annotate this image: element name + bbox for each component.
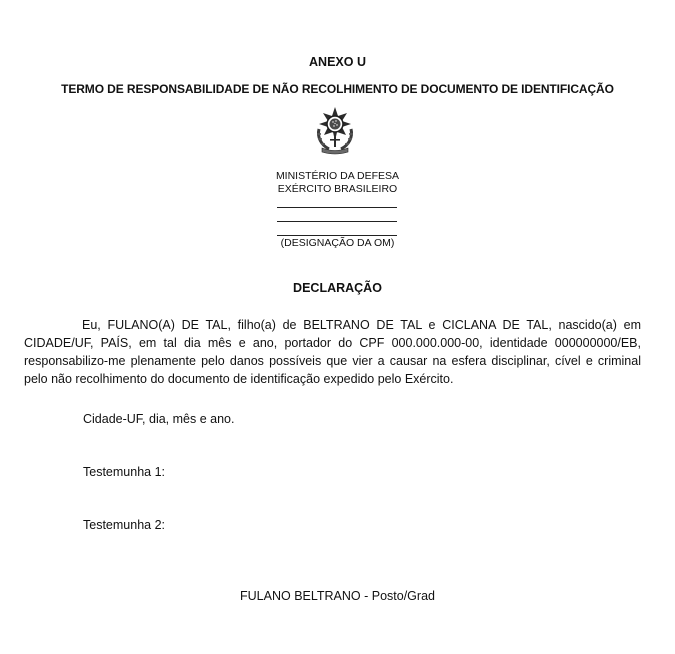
signature-name: FULANO BELTRANO - Posto/Grad [240, 589, 435, 603]
witness-2-label: Testemunha 2: [83, 518, 165, 532]
term-title: TERMO DE RESPONSABILIDADE DE NÃO RECOLHIMENTO DE DOCUMENTO DE IDENTIFICAÇÃO [61, 82, 614, 96]
brazil-coat-of-arms-icon [313, 107, 357, 155]
annex-title: ANEXO U [309, 55, 366, 69]
declaration-title: DECLARAÇÃO [293, 281, 382, 295]
declaration-body: Eu, FULANO(A) DE TAL, filho(a) de BELTRANO DE TAL e CICLANA DE TAL, nascido(a) em CIDADE/UF, PAÍS, em tal dia mês e ano, portador do CPF 000.000.000-00, identidade 000000000/EB, responsabilizo-me plenamente pelo danos possíveis que vier a causar na esfera disciplinar, cível e criminal pelo não recolhimento do documento de identificação expedido pelo Exército. [24, 318, 641, 386]
army-name: EXÉRCITO BRASILEIRO [277, 183, 398, 195]
witness-1-label: Testemunha 1: [83, 465, 165, 479]
om-designation: (DESIGNAÇÃO DA OM) [280, 237, 395, 249]
blank-line-2 [277, 221, 397, 222]
blank-line-1 [277, 207, 397, 208]
blank-line-3 [277, 235, 397, 236]
ministry-name: MINISTÉRIO DA DEFESA [275, 170, 400, 182]
place-date: Cidade-UF, dia, mês e ano. [83, 412, 235, 426]
